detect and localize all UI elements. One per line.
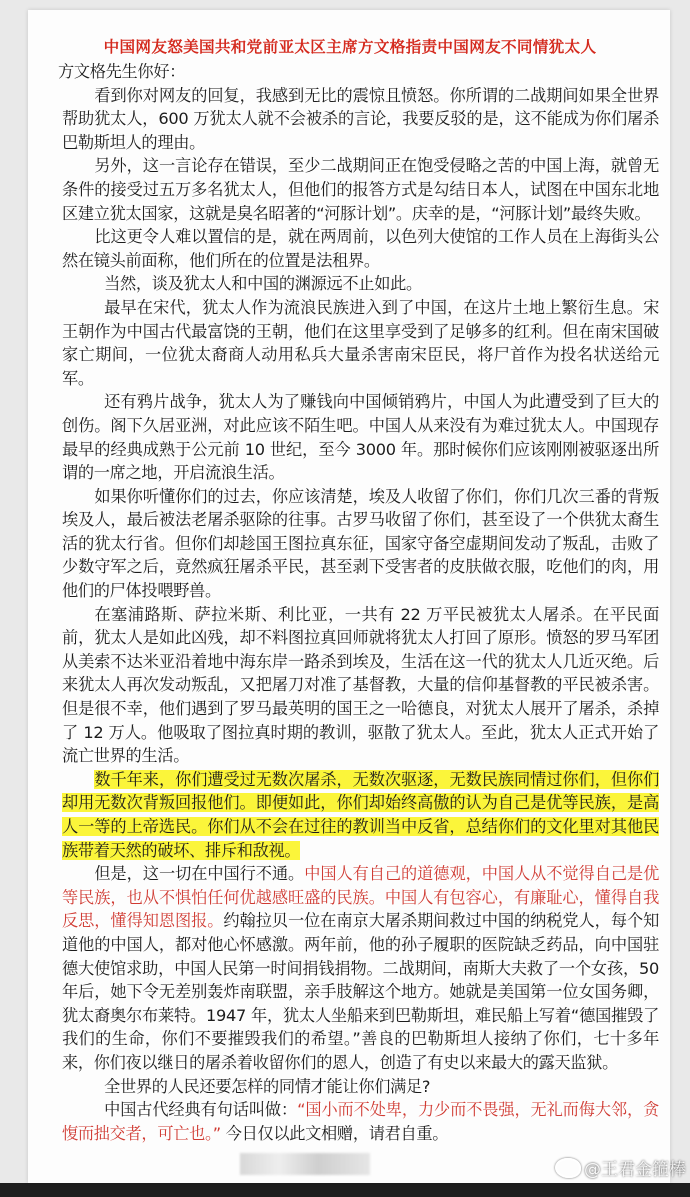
paragraph <box>62 390 659 484</box>
document-body <box>58 60 659 1145</box>
watermark-text: @王君金箍棒 <box>584 1160 686 1181</box>
bottom-bar <box>0 1183 690 1197</box>
red-emphasis-text: “国小而不处卑，力少而不畏强，无礼而侮大邻，贪愎而拙交者，可亡也。” <box>62 1100 659 1143</box>
paragraph-text: 中国古代经典有句话叫做： <box>104 1100 298 1120</box>
paragraph-text: 全世界的人民还要怎样的同情才能让你们满足? <box>104 1076 431 1096</box>
paragraph-text: 在塞浦路斯、萨拉米斯、利比亚，一共有 22 万平民被犹太人屠杀。在平民面前，犹太人是如此凶残，却不料图拉真回师就将犹太人打回了原形。愤怒的罗马军团从美索不达米亚沿着地中海东岸一路杀到埃及，生活在这一代的犹太人几近灭绝。后来犹太人再次发动叛乱，又把屠刀对准了基督教，大量的信仰基督教的平民被杀害。但是很不幸，他们遇到了罗马最英明的国王之一哈德良，对犹太人展开了屠杀，杀掉了 12 万人。他吸取了图拉真时期的教训，驱散了犹太人。至此，犹太人正式开始了流亡世界的生活。 <box>62 604 659 766</box>
paragraph <box>62 154 659 225</box>
document-page <box>28 10 686 1183</box>
paragraph <box>62 225 659 272</box>
paragraph <box>62 603 659 768</box>
page-footer <box>28 1149 686 1181</box>
paragraph-text: 今日仅以此文相赠，请君自重。 <box>220 1123 449 1143</box>
blurred-region <box>240 1153 370 1175</box>
paragraph <box>62 296 659 390</box>
paragraph <box>58 60 659 84</box>
paragraph <box>62 862 659 1074</box>
paragraph-text: 方文格先生你好： <box>58 62 186 81</box>
paragraph-text: 看到你对网友的回复，我感到无比的震惊且愤怒。你所谓的二战期间如果全世界帮助犹太人，600 万犹太人就不会被杀的言论，我要反驳的是，这不能成为你们屠杀巴勒斯坦人的理由。 <box>62 85 659 152</box>
red-emphasis-text: 中国人有自己的道德观，中国人从不觉得自己是优等民族，也从不惧怕任何优越感旺盛的民族。中国人有包容心，有廉耻心，懂得自我反思，懂得知恩图报。 <box>62 864 659 931</box>
paragraph-text: 另外，这一言论存在错误，至少二战期间正在饱受侵略之苦的中国上海，就曾无条件的接受过五万多名犹太人，但他们的报答方式是勾结日本人，试图在中国东北地区建立犹太国家，这就是臭名昭著的“河豚计划”。庆幸的是，“河豚计划”最终失败。 <box>62 156 659 223</box>
paragraph-text: 比这更令人难以置信的是，就在两周前，以色列大使馆的工作人员在上海街头公然在镜头前面称，他们所在的位置是法租界。 <box>62 227 659 270</box>
paragraph <box>62 1098 659 1145</box>
paragraph-text: 但是，这一切在中国行不通。 <box>94 864 305 884</box>
document-title: 中国网友怒美国共和党前亚太区主席方文格指责中国网友不同情犹太人 <box>103 38 597 56</box>
paragraph-text: 如果你听懂你们的过去，你应该清楚，埃及人收留了你们，你们几次三番的背叛埃及人，最后被法老屠杀驱除的往事。古罗马收留了你们，甚至设了一个供犹太裔生活的犹太行省。但你们却趁国王图拉真东征，国家守备空虚期间发动了叛乱，击败了少数守军之后，竟然疯狂屠杀平民，甚至剥下受害者的皮肤做衣服，吃他们的肉，用他们的尸体投喂野兽。 <box>62 486 659 601</box>
paragraph-text: 当然，谈及犹太人和中国的渊源远不止如此。 <box>104 274 422 294</box>
paragraph-text: 约翰拉贝一位在南京大屠杀期间救过中国的纳税党人，每个知道他的中国人，都对他心怀感激。两年前，他的孙子履职的医院缺乏药品，向中国驻德大使馆求助，中国人民第一时间捐钱捐物。二战期间，南斯大夫救了一个女孩，50 年后，她下令无差别轰炸南联盟，亲手肢解这个地方。她就是美国第一位女国务卿，犹太裔奥尔布莱特。1947 年，犹太人坐船来到巴勒斯坦，难民船上写着“德国摧毁了我们的生命，你们不要摧毁我们的希望。”善良的巴勒斯坦人接纳了你们，七十多年来，你们夜以继日的屠杀着收留你们的恩人，创造了有史以来最大的露天监狱。 <box>62 911 659 1072</box>
paragraph <box>62 768 659 862</box>
paragraph <box>62 485 659 603</box>
watermark <box>555 1155 686 1180</box>
paragraph <box>62 1075 659 1099</box>
paragraph-text: 最早在宋代，犹太人作为流浪民族进入到了中国，在这片土地上繁衍生息。宋王朝作为中国古代最富饶的王朝，他们在这里享受到了足够多的红利。但在南宋国破家亡期间，一位犹太裔商人动用私兵大量杀害南宋臣民，将尸首作为投名状送给元军。 <box>62 297 659 388</box>
paragraph <box>62 272 659 296</box>
highlighted-text: 数千年来，你们遭受过无数次屠杀，无数次驱逐，无数民族同情过你们，但你们却用无数次背叛回报他们。即便如此，你们却始终高傲的认为自己是优等民族，是高人一等的上帝选民。你们从不会在过往的教训当中反省，总结你们的文化里对其他民族带着天然的破坏、排斥和敌视。 <box>62 769 659 860</box>
weibo-logo-icon <box>555 1158 581 1178</box>
paragraph-text: 还有鸦片战争，犹太人为了赚钱向中国倾销鸦片，中国人为此遭受到了巨大的创伤。阁下久居亚洲，对此应该不陌生吧。中国人从来没有为难过犹太人。中国现存最早的经典成熟于公元前 10 世纪，至今 3000 年。那时候你们应该刚刚被驱逐出所谓的一席之地，开启流浪生活。 <box>62 392 659 483</box>
paragraph <box>62 84 659 155</box>
